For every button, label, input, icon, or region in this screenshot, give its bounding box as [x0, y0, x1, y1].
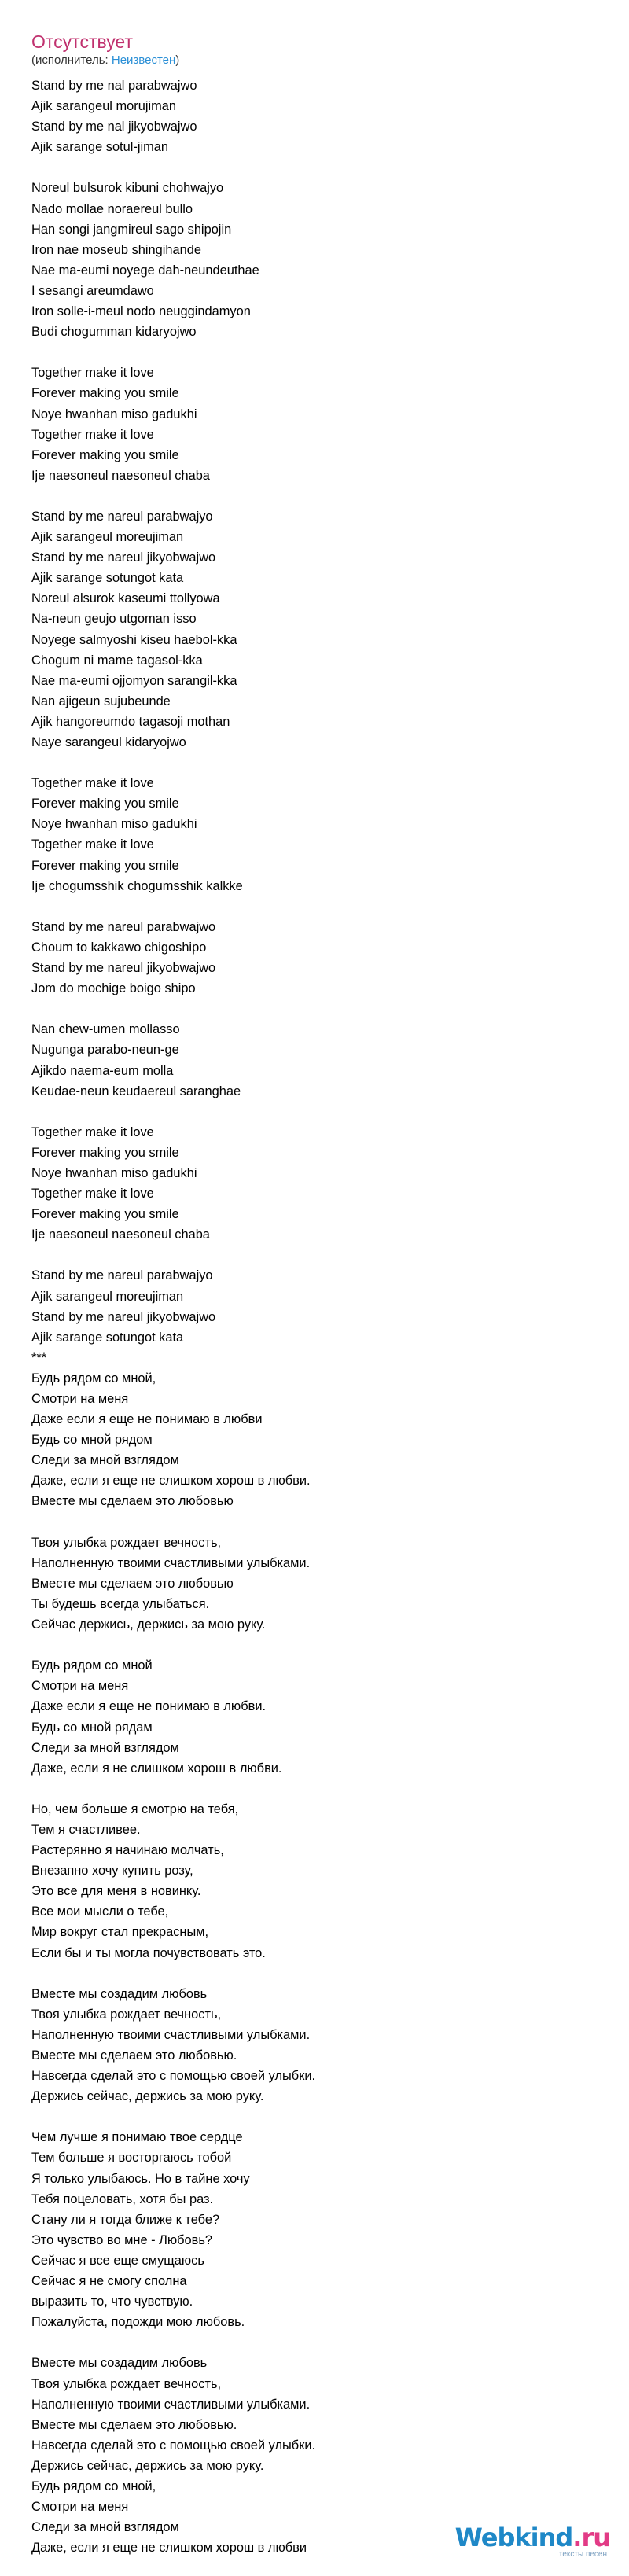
song-title: Отсутствует: [31, 31, 133, 52]
lyric-line: Forever making you smile: [31, 386, 179, 401]
lyrics-stanza: [31, 1533, 598, 1635]
lyrics-stanza: [31, 2127, 598, 2332]
lyric-line: Ajik sarangeul moreujiman: [31, 1289, 184, 1304]
lyrics-stanza: [31, 362, 598, 486]
lyric-line: Вместе мы сделаем это любовью: [31, 1576, 234, 1591]
lyric-line: Ajik sarange sotungot kata: [31, 1330, 184, 1345]
lyric-line: Together make it love: [31, 1187, 154, 1202]
lyric-line: Forever making you smile: [31, 858, 179, 873]
lyrics-stanza: [31, 1265, 598, 1511]
lyric-line: Но, чем больше я смотрю на тебя,: [31, 1801, 239, 1816]
lyrics-stanza: [31, 506, 598, 753]
lyric-line: Together make it love: [31, 776, 154, 791]
lyric-line: Это чувство во мне - Любовь?: [31, 2232, 213, 2247]
lyric-line: Forever making you smile: [31, 797, 179, 811]
lyric-line: Это все для меня в новинку.: [31, 1884, 201, 1899]
lyrics-page: [31, 30, 598, 2558]
lyric-line: Все мои мысли о тебе,: [31, 1904, 169, 1919]
lyric-line: Together make it love: [31, 366, 154, 381]
webkind-logo-tagline: тексты песен: [558, 2550, 607, 2559]
lyric-line: Ajik sarange sotul-jiman: [31, 140, 168, 155]
artist-line: [31, 53, 598, 68]
lyric-line: Stand by me nareul jikyobwajwo: [31, 961, 216, 976]
lyrics-stanza: [31, 773, 598, 896]
lyric-line: Stand by me nareul parabwajyo: [31, 509, 213, 524]
lyrics-stanza: [31, 1799, 598, 1963]
lyric-line: Будь со мной рядом: [31, 1433, 153, 1448]
lyric-line: Смотри на меня: [31, 1392, 129, 1406]
lyric-line: Nan chew-umen mollasso: [31, 1022, 180, 1037]
lyric-line: Твоя улыбка рождает вечность,: [31, 2007, 222, 2022]
lyric-line: Чем лучше я понимаю твое сердце: [31, 2130, 243, 2145]
webkind-logo-name: Webkind: [454, 2523, 573, 2552]
artist-link[interactable]: Неизвестен: [111, 53, 176, 67]
lyric-line: Noye hwanhan miso gadukhi: [31, 1165, 197, 1180]
lyric-line: Nan ajigeun sujubeunde: [31, 694, 171, 708]
lyric-line: Naye sarangeul kidaryojwo: [31, 735, 186, 749]
lyric-line: Ije naesoneul naesoneul chaba: [31, 1227, 210, 1242]
lyric-line: Сейчас я не смогу сполна: [31, 2274, 187, 2289]
lyric-line: Даже, если я еще не слишком хорош в любви: [31, 2541, 307, 2556]
lyric-line: Вместе мы сделаем это любовью.: [31, 2417, 237, 2432]
lyric-line: Stand by me nareul parabwajwo: [31, 919, 216, 934]
lyric-line: Ты будешь всегда улыбаться.: [31, 1596, 210, 1611]
lyric-line: Noyege salmyoshi kiseu haebol-kka: [31, 632, 237, 647]
lyric-line: Сейчас я все еще смущаюсь: [31, 2253, 204, 2268]
lyric-line: Сейчас держись, держись за мою руку.: [31, 1617, 266, 1632]
lyrics-stanza: [31, 1122, 598, 1246]
lyric-line: Stand by me nal jikyobwajwo: [31, 120, 197, 134]
webkind-logo-brand: [437, 2524, 610, 2551]
lyric-line: Budi chogumman kidaryojwo: [31, 325, 197, 340]
lyric-line: Na-neun geujo utgoman isso: [31, 612, 197, 627]
lyric-line: Навсегда сделай это с помощью своей улыбки.: [31, 2069, 316, 2084]
lyric-line: Keudae-neun keudaereul saranghae: [31, 1084, 241, 1098]
lyric-line: Forever making you smile: [31, 447, 179, 462]
lyric-line: Stand by me nal parabwajwo: [31, 79, 197, 93]
lyric-line: Вместе мы сделаем это любовью.: [31, 2048, 237, 2063]
lyric-line: Choum to kakkawo chigoshipo: [31, 940, 207, 955]
artist-suffix: ): [175, 53, 180, 67]
lyric-line: Наполненную твоими счастливыми улыбками.: [31, 2397, 311, 2412]
lyric-line: Ije naesoneul naesoneul chaba: [31, 468, 210, 483]
lyric-line: Тем больше я восторгаюсь тобой: [31, 2151, 232, 2166]
lyric-line: Тебя поцеловать, хотя бы раз.: [31, 2191, 214, 2206]
lyric-line: Ajik sarange sotungot kata: [31, 571, 184, 586]
lyric-line: Будь рядом со мной: [31, 1658, 153, 1673]
lyric-line: Держись сейчас, держись за мою руку.: [31, 2089, 264, 2104]
lyric-line: Nae ma-eumi ojjomyon sarangil-kka: [31, 673, 237, 688]
lyric-line: Iron nae moseub shingihande: [31, 242, 201, 257]
lyric-line: Noreul bulsurok kibuni chohwajyo: [31, 181, 224, 196]
lyric-line: Nae ma-eumi noyege dah-neundeuthae: [31, 263, 259, 278]
lyric-line: Смотри на меня: [31, 2500, 129, 2515]
lyrics-stanza: [31, 1655, 598, 1779]
lyric-line: Stand by me nareul jikyobwajwo: [31, 550, 216, 565]
lyrics-stanza: [31, 917, 598, 999]
lyric-line: Следи за мной взглядом: [31, 1453, 179, 1468]
lyric-line: Держись сейчас, держись за мою руку.: [31, 2458, 264, 2473]
webkind-logo[interactable]: [437, 2524, 610, 2565]
lyric-line: выразить то, что чувствую.: [31, 2294, 193, 2309]
lyric-line: Forever making you smile: [31, 1145, 179, 1160]
lyric-line: Ajik sarangeul morujiman: [31, 99, 177, 114]
lyric-line: Stand by me nareul jikyobwajwo: [31, 1309, 216, 1324]
lyric-line: Ije chogumsshik chogumsshik kalkke: [31, 878, 243, 893]
lyric-line: Ajik sarangeul moreujiman: [31, 530, 184, 545]
lyric-line: Даже, если я не слишком хорош в любви.: [31, 1761, 282, 1776]
lyrics-stanza: [31, 75, 598, 157]
lyric-line: Han songi jangmireul sago shipojin: [31, 222, 232, 237]
lyric-line: Стану ли я тогда ближе к тебе?: [31, 2212, 220, 2227]
lyric-line: Твоя улыбка рождает вечность,: [31, 2376, 222, 2391]
lyric-line: Noye hwanhan miso gadukhi: [31, 817, 197, 832]
lyric-line: Даже если я еще не понимаю в любви: [31, 1412, 263, 1427]
lyric-line: Внезапно хочу купить розу,: [31, 1864, 193, 1879]
lyric-line: Я только улыбаюсь. Но в тайне хочу: [31, 2171, 250, 2186]
lyric-line: Jom do mochige boigo shipo: [31, 981, 196, 996]
lyric-line: Noye hwanhan miso gadukhi: [31, 407, 197, 421]
lyric-line: Вместе мы создадим любовь: [31, 1986, 208, 2001]
lyric-line: Даже если я еще не понимаю в любви.: [31, 1699, 267, 1714]
lyric-line: Nado mollae noraereul bullo: [31, 201, 193, 216]
lyric-line: Следи за мной взглядом: [31, 1740, 179, 1755]
lyric-line: I sesangi areumdawo: [31, 283, 154, 298]
lyric-line: Вместе мы сделаем это любовью: [31, 1494, 234, 1509]
lyric-line: Смотри на меня: [31, 1679, 129, 1694]
lyric-line: Наполненную твоими счастливыми улыбками.: [31, 1555, 311, 1570]
lyrics-stanza: [31, 1984, 598, 2107]
lyric-line: Наполненную твоими счастливыми улыбками.: [31, 2027, 311, 2042]
lyric-line: Тем я счастливее.: [31, 1822, 141, 1837]
lyric-line: Forever making you smile: [31, 1207, 179, 1222]
lyric-line: Будь рядом со мной,: [31, 1371, 156, 1386]
lyric-line: Вместе мы создадим любовь: [31, 2356, 208, 2371]
lyric-line: Даже, если я еще не слишком хорош в любви.: [31, 1474, 311, 1489]
lyric-line: Stand by me nareul parabwajyo: [31, 1268, 213, 1283]
lyrics-stanza: [31, 1019, 598, 1101]
lyric-line: Навсегда сделай это с помощью своей улыбки.: [31, 2438, 316, 2453]
lyric-line: Следи за мной взглядом: [31, 2520, 179, 2535]
webkind-logo-domain: .ru: [572, 2523, 610, 2552]
lyric-line: Будь рядом со мной,: [31, 2478, 156, 2493]
lyric-line: Мир вокруг стал прекрасным,: [31, 1925, 209, 1940]
lyrics-stanza: [31, 178, 598, 342]
lyric-line: Ajikdo naema-eum molla: [31, 1063, 174, 1078]
lyrics-body: [31, 75, 598, 2558]
lyric-line: Iron solle-i-meul nodo neuggindamyon: [31, 304, 251, 319]
lyric-line: Будь со мной рядам: [31, 1720, 153, 1735]
lyric-line: Пожалуйста, подожди мою любовь.: [31, 2315, 245, 2330]
lyric-line: Твоя улыбка рождает вечность,: [31, 1535, 222, 1550]
lyric-line: Together make it love: [31, 837, 154, 852]
lyric-line: Nugunga parabo-neun-ge: [31, 1043, 179, 1058]
lyric-line: ***: [31, 1350, 47, 1365]
lyric-line: Если бы и ты могла почувствовать это.: [31, 1945, 266, 1960]
lyric-line: Noreul alsurok kaseumi ttollyowa: [31, 591, 220, 606]
lyric-line: Together make it love: [31, 427, 154, 442]
lyric-line: Together make it love: [31, 1124, 154, 1139]
artist-prefix: (исполнитель:: [31, 53, 112, 67]
lyric-line: Растерянно я начинаю молчать,: [31, 1843, 224, 1858]
lyric-line: Ajik hangoreumdo tagasoji mothan: [31, 714, 230, 729]
lyric-line: Chogum ni mame tagasol-kka: [31, 653, 203, 668]
